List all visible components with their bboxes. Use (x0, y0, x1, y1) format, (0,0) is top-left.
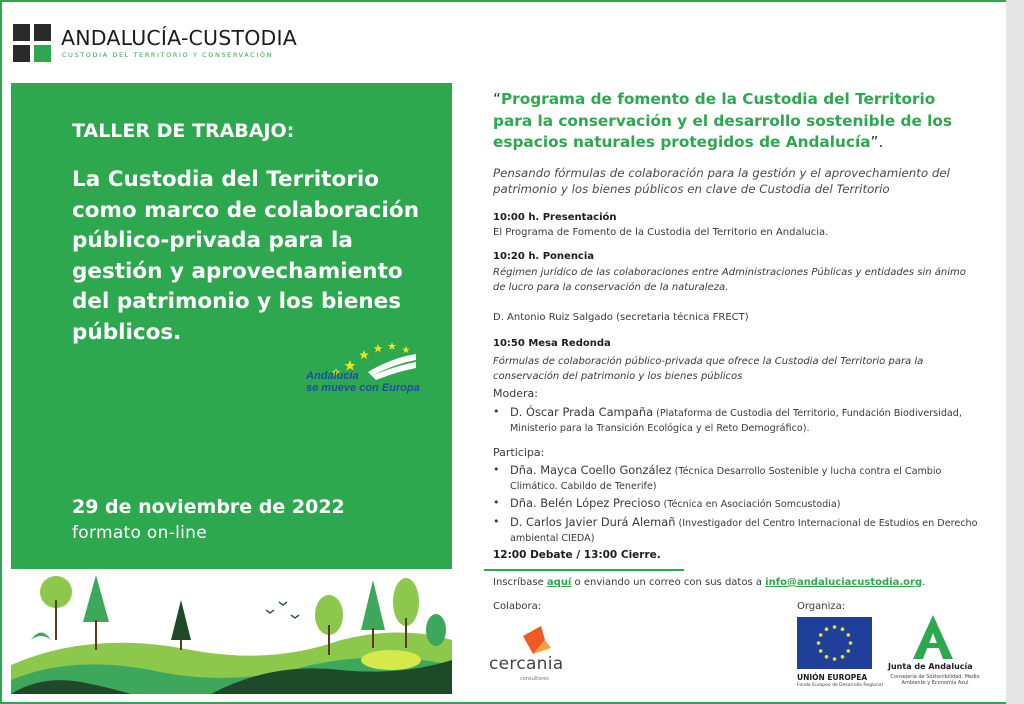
event-format: formato on-line (72, 523, 208, 543)
brand-title: ANDALUCÍA-CUSTODIA (61, 26, 297, 50)
andalucia-custodia-logo (13, 24, 51, 62)
bullet: • (493, 515, 500, 528)
participant-item: Dña. Belén López Precioso (Técnica en Asociación Somcustodia) (510, 496, 841, 510)
email-link[interactable]: info@andaluciacustodia.org (765, 577, 923, 588)
participants-heading: Participa: (493, 446, 545, 459)
session-1-time: 10:00 h. Presentación (493, 212, 617, 223)
bullet: • (493, 405, 500, 418)
session-2-text: Régimen jurídico de las colaboraciones entre Administraciones Públicas y entidades sin ánimo de lucro para la conservación de la naturaleza. (493, 267, 966, 293)
workshop-label: TALLER DE TRABAJO: (72, 120, 295, 142)
page-edge (1006, 0, 1024, 704)
junta-label: Junta de Andalucía (888, 662, 973, 671)
session-3-time: 10:50 Mesa Redonda (493, 338, 611, 349)
eu-flag-icon (797, 617, 872, 669)
junta-andalucia-logo-icon (913, 615, 953, 659)
registration-link[interactable]: aquí (546, 577, 572, 588)
event-date: 29 de noviembre de 2022 (72, 496, 345, 518)
bullet: • (493, 463, 500, 476)
workshop-headline: La Custodia del Territorio como marco de colaboración público-privada para la gestión y aprovechamiento del patrimonio y los bienes públicos. (72, 167, 420, 345)
eu-subtext: Fondo Europeo de Desarrollo Regional (797, 683, 883, 688)
program-title: “Programa de fomento de la Custodia del Territorio para la conservación y el desarrollo sostenible de los espacios naturales protegidos de Andalucía”. (493, 90, 953, 151)
moderator-heading: Modera: (493, 387, 538, 400)
landscape-illustration (11, 570, 452, 694)
collaborator-heading: Colabora: (493, 601, 542, 612)
cercania-subtext: consultores (520, 676, 549, 682)
cercania-logo-icon (519, 626, 553, 656)
brand-subtitle: CUSTODIA DEL TERRITORIO Y CONSERVACIÓN (62, 51, 274, 59)
organizer-heading: Organiza: (797, 601, 846, 612)
session-3-text: Fórmulas de colaboración público-privada que ofrece la Custodia del Territorio para la conservación del patrimonio y los bienes públicos (493, 356, 924, 382)
participant-item: Dña. Mayca Coello González (Técnica Desarrollo Sostenible y lucha contra el Cambio Climático. Cabildo de Tenerife) (510, 463, 942, 492)
session-1-text: El Programa de Fomento de la Custodia del Territorio en Andalucia. (493, 227, 829, 238)
eu-label: UNIÓN EUROPEA (797, 673, 868, 682)
divider (484, 569, 684, 571)
junta-subtext: Consejería de Sostenibilidad, Medio Ambiente y Economía Azul (890, 674, 980, 686)
bullet: • (493, 496, 500, 509)
session-2-speaker: D. Antonio Ruiz Salgado (secretaria técnica FRECT) (493, 312, 749, 323)
program-subtitle: Pensando fórmulas de colaboración para la gestión y el aprovechamiento del patrimonio y los bienes públicos en clave de Custodia del Territorio (493, 166, 950, 196)
moderator-item: D. Óscar Prada Campaña (Plataforma de Custodia del Territorio, Fundación Biodiversidad, Ministerio para la Transición Ecológica y el Reto Demográfico). (510, 405, 962, 434)
andalucia-label: Andalucía (306, 370, 359, 382)
registration-text: Inscríbase aquí o enviando un correo con sus datos a info@andaluciacustodia.org. (493, 577, 926, 588)
cercania-logo-text: cercania (489, 654, 564, 674)
session-2-time: 10:20 h. Ponencia (493, 251, 595, 262)
participant-item: D. Carlos Javier Durá Alemañ (Investigador del Centro Internacional de Estudios en Derecho ambiental CIEDA) (510, 515, 978, 544)
europa-label: se mueve con Europa (306, 382, 420, 394)
closing-time: 12:00 Debate / 13:00 Cierre. (493, 549, 661, 561)
